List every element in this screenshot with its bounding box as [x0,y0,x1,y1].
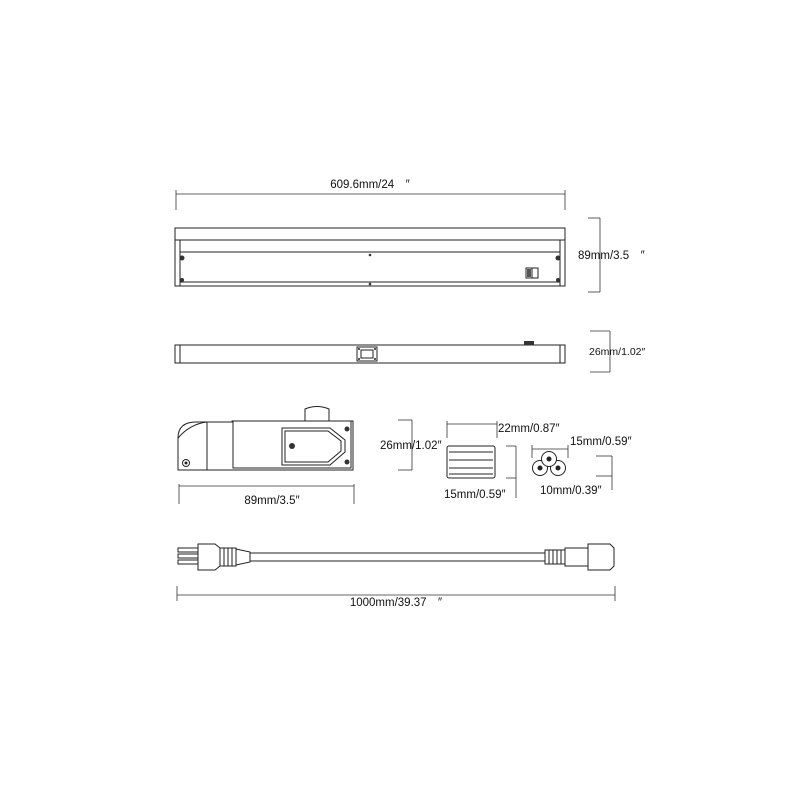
bracket-length-label: 89mm/3.5″ [244,495,300,507]
cord-length-label: 1000mm/39.37 ″ [349,597,443,609]
light-bar-top-view [175,179,645,292]
bar-thickness-label: 26mm/1.02″ [589,346,646,358]
light-bar-side-view [175,331,646,372]
connector-length-label: 22mm/0.87″ [498,423,560,435]
connector-height-label: 15mm/0.59″ [444,489,506,501]
mounting-bracket [178,407,442,508]
wall-plug-icon [198,544,250,570]
plug-pins-icon [533,452,566,476]
bracket-height-label: 26mm/1.02″ [380,440,442,452]
appliance-connector-icon [545,544,614,570]
bar-height-label: 89mm/3.5 ″ [578,250,645,262]
bar-length-label: 609.6mm/24 ″ [330,179,410,191]
plug-end-view [532,436,632,497]
plug-width-label: 15mm/0.59″ [570,436,632,448]
plug-height-label: 10mm/0.39″ [540,485,602,497]
power-cord [177,544,615,609]
